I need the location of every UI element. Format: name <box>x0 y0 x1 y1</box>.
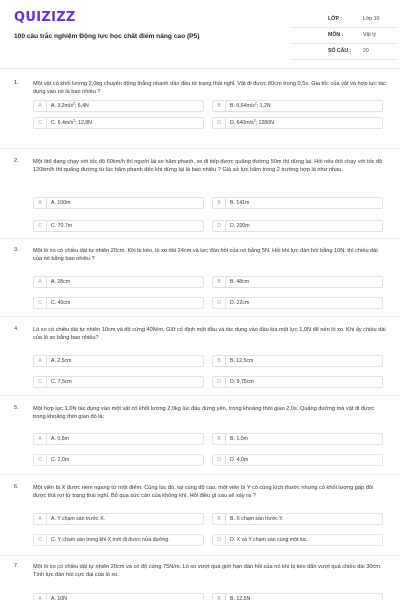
option-text: C. 70,7m <box>51 223 73 229</box>
meta-value: 20 <box>363 48 369 54</box>
question-number: 4. <box>14 326 19 332</box>
question-text: Một hợp lực 1,0N tác dụng vào một vật có khối lượng 2,0kg lúc đầu đứng yên, trong khoảng thời gian 2,0s. Quãng đường mà vật đi được trong khoảng thời gian đó là: <box>33 406 375 421</box>
option-text: A. Y chạm sàn trước X. <box>51 516 105 522</box>
option-b[interactable] <box>212 355 383 367</box>
option-letter: D <box>213 298 226 308</box>
option-b[interactable] <box>212 197 383 209</box>
question-number: 2. <box>14 158 19 164</box>
question-divider <box>0 148 400 149</box>
question-divider <box>0 316 400 317</box>
option-a[interactable] <box>33 593 204 600</box>
option-a[interactable] <box>33 433 204 445</box>
option-text: D. 22cm <box>230 300 250 306</box>
option-d[interactable] <box>212 376 383 388</box>
option-b[interactable] <box>212 276 383 288</box>
worksheet-header <box>0 0 400 70</box>
meta-value: Lớp 10 <box>363 16 380 22</box>
worksheet-meta <box>292 12 396 60</box>
option-letter: B <box>213 101 226 111</box>
option-text: A. 28cm <box>51 279 71 285</box>
question-text: Lò xo có chiều dài tự nhiên 10cm và độ cứng 40N/m. Giữ cố định một đầu và tác dụng vào đầu kia một lực 1,0N để nén lò xo. Khi ấy chiều dài của lò xo bằng bao nhiêu? <box>33 327 386 342</box>
question-divider <box>0 238 400 239</box>
option-letter: D <box>213 455 226 465</box>
option-b[interactable] <box>212 100 383 112</box>
question-text: Một vật có khối lượng 2,0kg chuyển động thẳng nhanh dần đều từ trạng thái nghỉ. Vật đi được 80cm trong 0,5s. Gia tốc của vật và hợp lực tác dụng vào nó là bao nhiêu ? <box>33 81 386 96</box>
option-text: B. 48cm <box>230 279 250 285</box>
question-divider <box>0 555 400 556</box>
option-d[interactable] <box>212 117 383 129</box>
option-a[interactable] <box>33 355 204 367</box>
option-letter: B <box>213 277 226 287</box>
option-letter: C <box>34 535 47 545</box>
meta-row-class <box>292 12 396 28</box>
option-c[interactable] <box>33 376 204 388</box>
option-text: A. 100m <box>51 200 71 206</box>
option-letter: D <box>213 535 226 545</box>
option-letter: A <box>34 434 47 444</box>
option-letter: A <box>34 356 47 366</box>
option-text: D. 4,0m <box>230 457 249 463</box>
question-text: Một lò xo có chiều dài tự nhiên 20cm và có độ cứng 75N/m. Lò xo vượt quá giới hạn đàn hồi của nó khi bị kéo dãn vượt quá chiều dài 30cm. Tính lực đàn hồi cực đại của lò xo. <box>33 564 382 579</box>
option-letter: A <box>34 514 47 524</box>
question-divider <box>0 474 400 475</box>
option-text: C. 40cm <box>51 300 71 306</box>
option-text: B. $0,64m/s^2$; 1,2N <box>230 101 271 109</box>
option-a[interactable] <box>33 513 204 525</box>
option-text: A. $3,2m/s^2$; 6,4N <box>51 101 89 109</box>
option-letter: D <box>213 118 226 128</box>
option-letter: C <box>34 118 47 128</box>
question-text: Một ôtô đang chạy với tốc độ 60km/h thì người lái xe hãm phanh, xe đi tiếp được quãng đường 50m thì dừng lại. Hỏi nếu ôtô chạy với tốc độ 120km/h thì quãng đường từ lúc hãm phanh đến khi dừng lại là bao nhiêu ? Giả sử lực hãm trong 2 trường hợp là như nhau. <box>33 159 383 174</box>
worksheet-title: 100 câu trắc nghiệm Động lực học chất điểm nâng cao (P5) <box>14 33 200 40</box>
option-text: A. 2,5cm <box>51 358 72 364</box>
option-text: D. X và Y chạm sàn cùng một lúc. <box>230 537 308 543</box>
option-letter: A <box>34 101 47 111</box>
option-text: B. 12,5N <box>230 596 251 600</box>
option-a[interactable] <box>33 276 204 288</box>
option-letter: C <box>34 221 47 231</box>
question-number: 5. <box>14 405 19 411</box>
option-a[interactable] <box>33 197 204 209</box>
question-number: 1. <box>14 80 19 86</box>
meta-label: SỐ CÂU : <box>328 48 352 54</box>
option-text: B. 12,5cm <box>230 358 254 364</box>
option-text: C. $6,4m/s^2$; 12,8N <box>51 118 92 126</box>
option-text: A. 10N <box>51 596 67 600</box>
question-text: Một viên bi X được ném ngang từ một điểm. Cùng lúc đó, tại cùng độ cao, một viên bi Y có cùng kích thước nhưng có khối lượng gấp đôi được thả rơi từ trạng thái nghỉ. Bỏ qua sức cản của không khí. Hỏi điều gì sau sẽ xảy ra ? <box>33 485 374 500</box>
option-letter: B <box>213 434 226 444</box>
question-text: Một lò xo có chiều dài tự nhiên 20cm. Khi bị kéo, lò xo dài 24cm và lực đàn hồi của nó bằng 5N. Hỏi khi lực đàn hồi bằng 10N, thì chiều dài của nó bằng bao nhiêu ? <box>33 248 378 263</box>
option-letter: B <box>213 198 226 208</box>
option-d[interactable] <box>212 454 383 466</box>
question-number: 6. <box>14 484 19 490</box>
meta-row-subject <box>292 28 396 44</box>
question-number: 3. <box>14 247 19 253</box>
option-text: D. 200m <box>230 223 250 229</box>
option-letter: B <box>213 356 226 366</box>
option-c[interactable] <box>33 297 204 309</box>
option-c[interactable] <box>33 454 204 466</box>
option-letter: C <box>34 298 47 308</box>
option-b[interactable] <box>212 593 383 600</box>
option-d[interactable] <box>212 534 383 546</box>
option-b[interactable] <box>212 433 383 445</box>
question-divider <box>0 395 400 396</box>
option-d[interactable] <box>212 297 383 309</box>
option-letter: D <box>213 221 226 231</box>
quizizz-logo: QUIZIZZ <box>14 10 76 25</box>
option-text: D. $640m/s^2$; 1280N <box>230 118 274 126</box>
option-letter: C <box>34 455 47 465</box>
option-text: D. 9,75cm <box>230 379 254 385</box>
option-text: A. 0,5m <box>51 436 69 442</box>
option-text: C. Y chạm sàn trong khi X mới đi được nửa đường. <box>51 537 170 543</box>
option-letter: A <box>34 594 47 600</box>
meta-label: LỚP : <box>328 16 343 22</box>
option-text: B. 141m <box>230 200 250 206</box>
option-letter: D <box>213 377 226 387</box>
option-letter: A <box>34 198 47 208</box>
option-a[interactable] <box>33 100 204 112</box>
meta-row-count <box>292 44 396 60</box>
option-c[interactable] <box>33 117 204 129</box>
option-text: B. 1,0m <box>230 436 248 442</box>
option-letter: A <box>34 277 47 287</box>
option-c[interactable] <box>33 220 204 232</box>
meta-label: MÔN : <box>328 32 344 38</box>
option-letter: B <box>213 594 226 600</box>
option-letter: B <box>213 514 226 524</box>
option-text: B. X chạm sàn trước Y. <box>230 516 284 522</box>
option-text: C. 7,5cm <box>51 379 72 385</box>
option-c[interactable] <box>33 534 204 546</box>
meta-value: Vật lý <box>363 32 376 38</box>
question-number: 7. <box>14 563 19 569</box>
option-letter: C <box>34 377 47 387</box>
option-d[interactable] <box>212 220 383 232</box>
option-b[interactable] <box>212 513 383 525</box>
option-text: C. 2,0m <box>51 457 70 463</box>
header-divider <box>0 68 400 69</box>
